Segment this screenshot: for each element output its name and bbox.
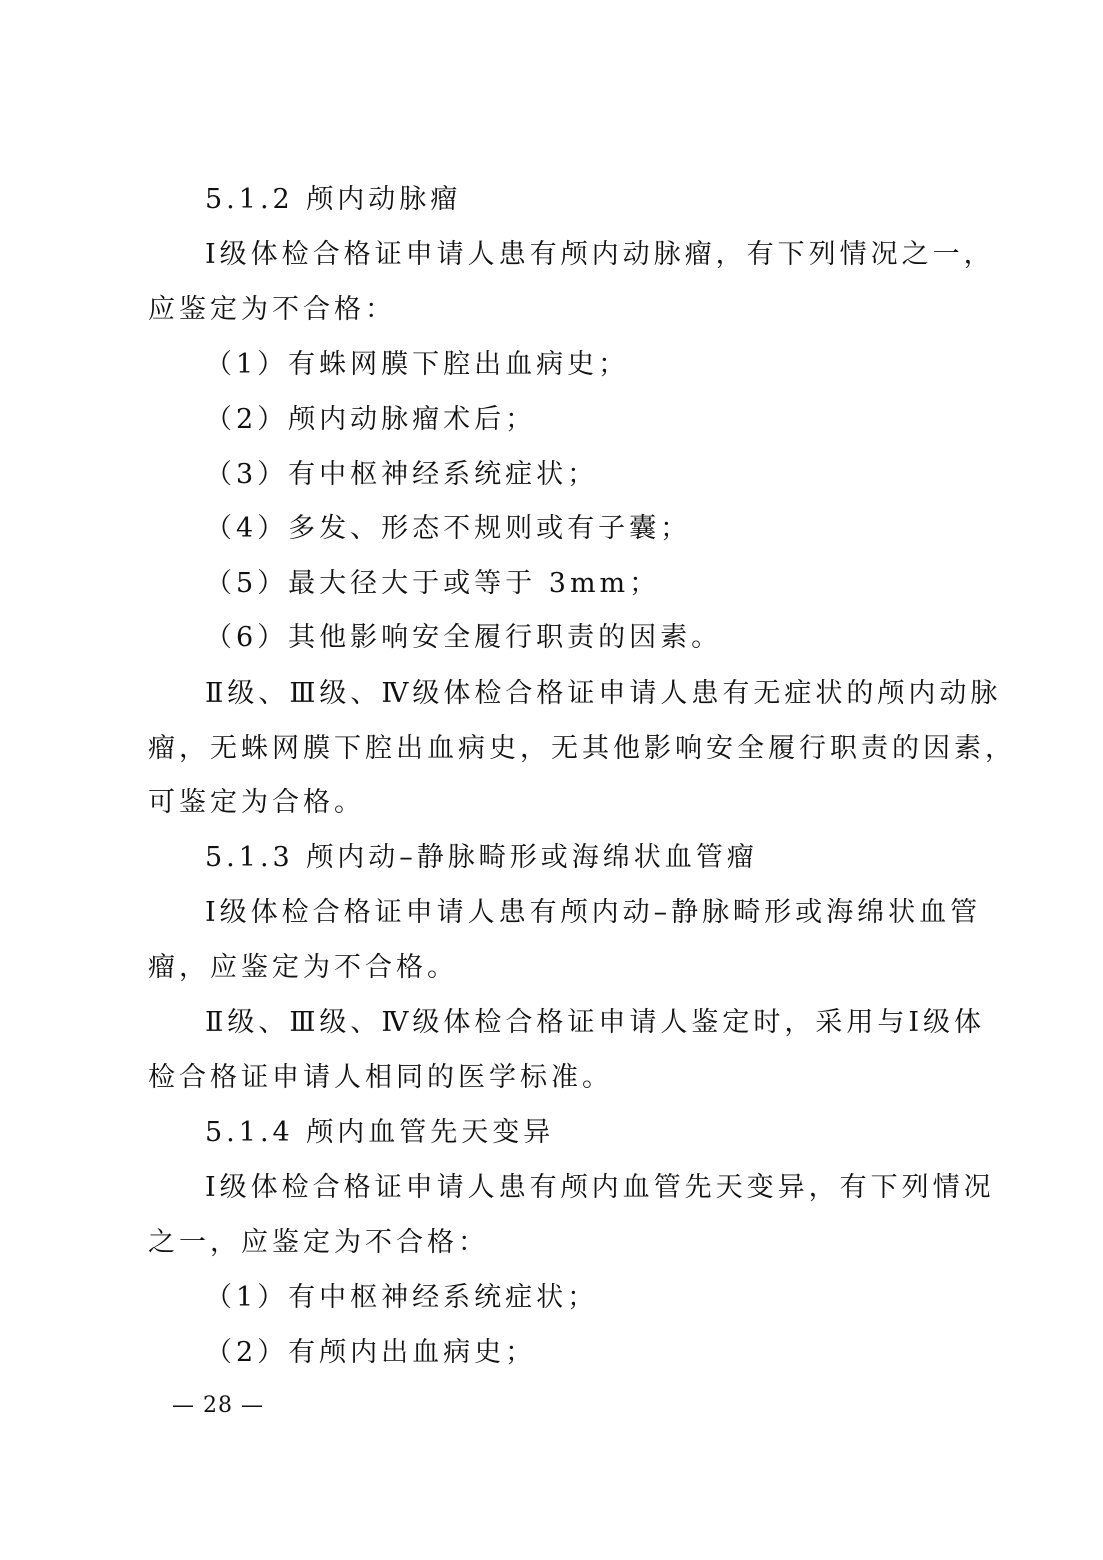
page-number: — 28 — — [172, 1393, 264, 1418]
paragraph-line: Ⅱ级、Ⅲ级、Ⅳ级体检合格证申请人鉴定时，采用与Ⅰ级体 — [205, 1007, 986, 1038]
paragraph-line: 可鉴定为合格。 — [148, 787, 365, 818]
paragraph-line: 瘤，无蛛网膜下腔出血病史，无其他影响安全履行职责的因素， — [148, 733, 1016, 764]
list-item: （1）有中枢神经系统症状； — [205, 1282, 599, 1313]
paragraph-line: 检合格证申请人相同的医学标准。 — [148, 1062, 613, 1093]
paragraph-line: 瘤，应鉴定为不合格。 — [148, 952, 458, 983]
section-heading-5-1-4: 5.1.4 颅内血管先天变异 — [205, 1117, 555, 1148]
paragraph-line: Ⅰ级体检合格证申请人患有颅内动脉瘤，有下列情况之一， — [205, 239, 995, 270]
list-item: （3）有中枢神经系统症状； — [205, 459, 599, 490]
paragraph-line: 应鉴定为不合格： — [148, 294, 396, 325]
list-item: （4）多发、形态不规则或有子囊； — [205, 513, 692, 544]
list-item: （1）有蛛网膜下腔出血病史； — [205, 349, 630, 380]
section-heading-5-1-2: 5.1.2 颅内动脉瘤 — [205, 184, 462, 215]
list-item: （2）颅内动脉瘤术后； — [205, 404, 537, 435]
list-item: （6）其他影响安全履行职责的因素。 — [205, 622, 723, 653]
list-item: （2）有颅内出血病史； — [205, 1337, 537, 1368]
paragraph-line: Ⅱ级、Ⅲ级、Ⅳ级体检合格证申请人患有无症状的颅内动脉 — [205, 678, 1002, 709]
paragraph-line: Ⅰ级体检合格证申请人患有颅内动–静脉畸形或海绵状血管 — [205, 897, 982, 928]
list-item: （5）最大径大于或等于 3mm； — [205, 568, 661, 599]
paragraph-line: 之一，应鉴定为不合格： — [148, 1227, 489, 1258]
section-heading-5-1-3: 5.1.3 颅内动–静脉畸形或海绵状血管瘤 — [205, 842, 758, 873]
paragraph-line: Ⅰ级体检合格证申请人患有颅内血管先天变异，有下列情况 — [205, 1172, 995, 1203]
